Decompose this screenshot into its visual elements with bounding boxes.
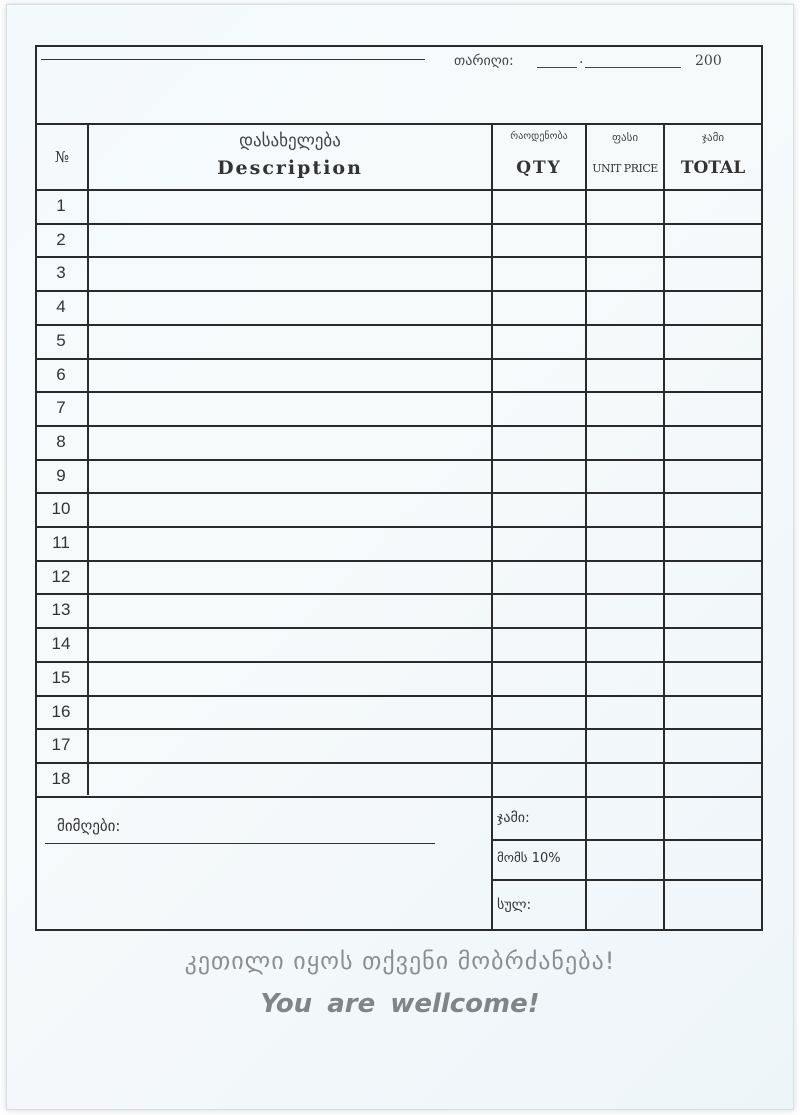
row-number: 4 <box>56 297 66 316</box>
header-qty-ka: რაოდენობა <box>510 131 568 142</box>
row-number: 13 <box>51 600 71 619</box>
date-separator: . <box>579 51 584 67</box>
footer-line-1 <box>491 839 763 841</box>
header-price-en: UNIT PRICE <box>592 162 658 175</box>
title-line <box>41 59 425 60</box>
col-line-qty <box>585 123 587 931</box>
grand-total-label: სულ: <box>497 897 532 913</box>
row-number: 3 <box>56 263 66 282</box>
row-number: 16 <box>51 702 71 721</box>
row-number: 12 <box>51 567 71 586</box>
row-line <box>35 492 763 494</box>
row-line <box>35 324 763 326</box>
row-number: 5 <box>56 331 66 350</box>
row-line <box>35 358 763 360</box>
row-line <box>35 560 763 562</box>
row-number: 10 <box>51 499 71 518</box>
date-year: 200 <box>695 53 722 69</box>
row-line <box>35 256 763 258</box>
row-number: 15 <box>51 668 71 687</box>
footer-line-2 <box>491 879 763 881</box>
row-number: 14 <box>51 634 71 653</box>
row-line <box>35 661 763 663</box>
header-top-line <box>35 123 763 125</box>
row-line <box>35 223 763 225</box>
row-line <box>35 425 763 427</box>
row-number: 11 <box>52 533 70 552</box>
row-line <box>35 391 763 393</box>
received-by-signature-line <box>45 843 435 844</box>
sum-label: ჯამი: <box>497 810 530 826</box>
received-by-label: მიმღები: <box>57 817 121 835</box>
header-bottom-line <box>35 189 763 191</box>
col-line-description <box>491 123 493 931</box>
row-line <box>35 762 763 764</box>
row-number: 18 <box>51 769 71 788</box>
slogan-georgian: კეთილი იყოს თქვენი მობრძანება! <box>184 947 616 975</box>
date-day-blank <box>537 67 577 68</box>
header-total-ka: ჯამი <box>701 131 725 144</box>
header-total-en: TOTAL <box>680 158 746 178</box>
header-description-en: Description <box>217 157 363 179</box>
row-number: 9 <box>56 466 66 485</box>
invoice-sheet <box>6 4 794 1110</box>
row-line <box>35 695 763 697</box>
row-number: 2 <box>56 230 66 249</box>
header-number: № <box>54 148 70 166</box>
header-description-ka: დასახელება <box>239 131 341 151</box>
row-line <box>35 728 763 730</box>
vat-label: მომს 10% <box>497 851 561 866</box>
date-label: თარიღი: <box>454 53 514 69</box>
row-number: 6 <box>56 365 66 384</box>
row-number: 7 <box>56 398 66 417</box>
row-line <box>35 796 763 798</box>
row-line <box>35 459 763 461</box>
row-line <box>35 593 763 595</box>
row-number: 17 <box>51 735 71 754</box>
row-number: 1 <box>56 196 66 215</box>
slogan-english: You are wellcome! <box>260 989 540 1019</box>
row-number: 8 <box>56 432 66 451</box>
row-line <box>35 290 763 292</box>
header-qty-en: QTY <box>516 158 562 178</box>
header-price-ka: ფასი <box>611 131 639 144</box>
date-month-blank <box>585 67 681 68</box>
col-line-number <box>87 123 89 795</box>
row-line <box>35 526 763 528</box>
row-line <box>35 627 763 629</box>
col-line-price <box>663 123 665 931</box>
